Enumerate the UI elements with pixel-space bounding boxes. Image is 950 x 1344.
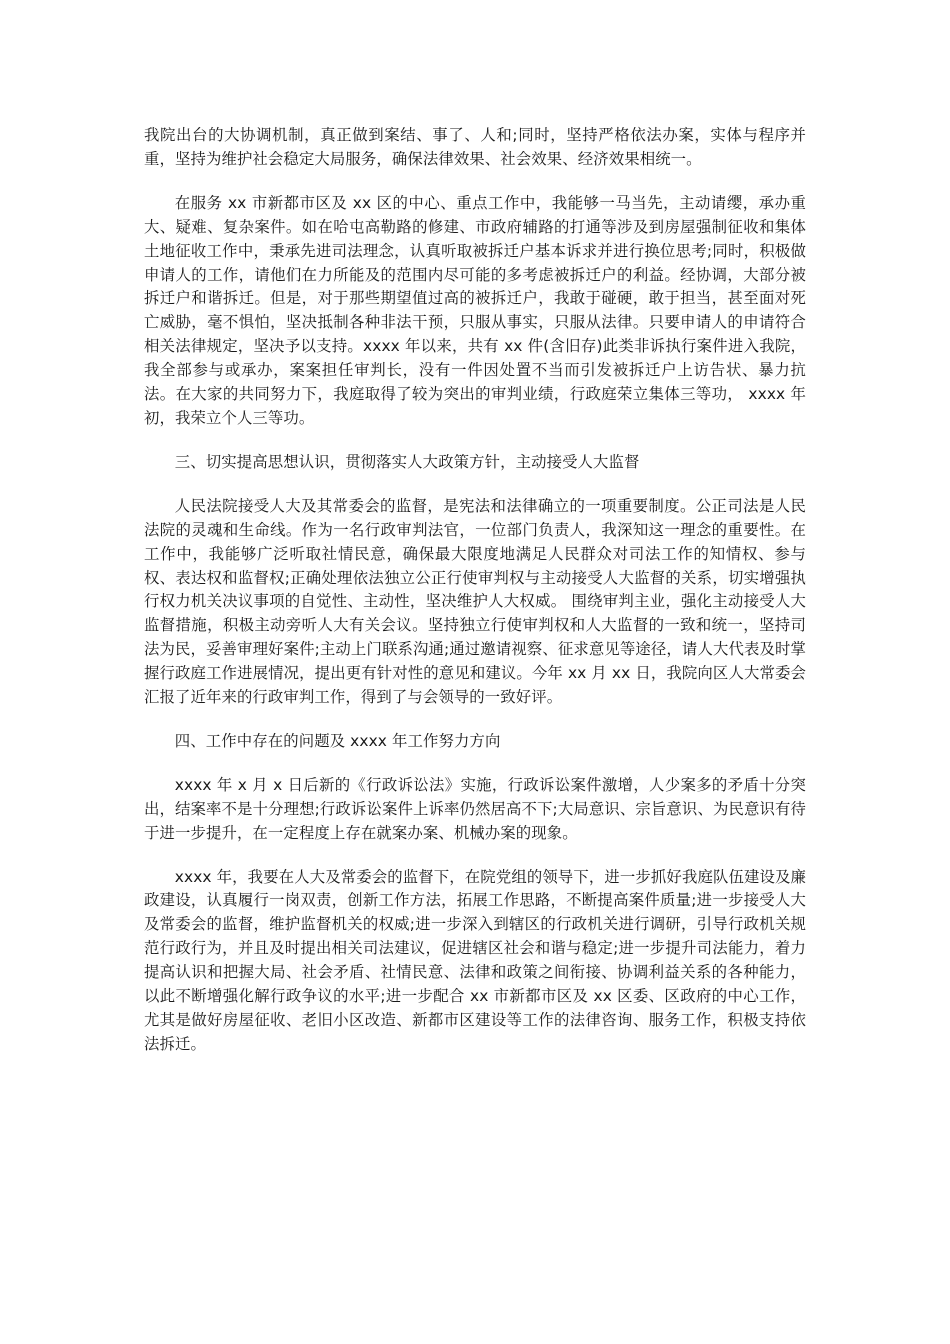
- paragraph-service-work: 在服务 xx 市新都市区及 xx 区的中心、重点工作中，我能够一马当先，主动请缨，承办重大、疑难、复杂案件。如在哈屯高勒路的修建、市政府辅路的打通等涉及到房屋强制征收和集体土地征收工作中，秉承先进司法理念，认真听取被拆迁户基本诉求并进行换位思考;同时，积极做申请人的工作，请他们在力所能及的范围内尽可能的多考虑被拆迁户的利益。经协调，大部分被拆迁户和谐拆迁。但是，对于那些期望值过高的被拆迁户，我敢于碰硬，敢于担当，甚至面对死亡威胁，毫不惧怕，坚决抵制各种非法干预，只服从事实，只服从法律。只要申请人的申请符合相关法律规定，坚决予以支持。xxxx 年以来，共有 xx 件(含旧存)此类非诉执行案件进入我院，我全部参与或承办，案案担任审判长，没有一件因处置不当而引发被拆迁户上访告状、暴力抗法。在大家的共同努力下，我庭取得了较为突出的审判业绩，行政庭荣立集体三等功， xxxx 年初，我荣立个人三等功。: [144, 193, 806, 427]
- section-heading-3: 三、切实提高思想认识，贯彻落实人大政策方针，主动接受人大监督: [174, 452, 640, 471]
- paragraph-plans: xxxx 年，我要在人大及常委会的监督下，在院党组的领导下，进一步抓好我庭队伍建设及廉政建设，认真履行一岗双责，创新工作方法，拓展工作思路，不断提高案件质量;进一步接受人大及常委会的监督，维护监督机关的权威;进一步深入到辖区的行政机关进行调研，引导行政机关规范行政行为，并且及时提出相关司法建议，促进辖区社会和谐与稳定;进一步提升司法能力，着力提高认识和把握大局、社会矛盾、社情民意、法律和政策之间衔接、协调利益关系的各种能力，以此不断增强化解行政争议的水平;进一步配合 xx 市新都市区及 xx 区委、区政府的中心工作，尤其是做好房屋征收、老旧小区改造、新都市区建设等工作的法律咨询、服务工作，积极支持依法拆迁。: [144, 867, 806, 1053]
- section-heading-4: 四、工作中存在的问题及 xxxx 年工作努力方向: [174, 731, 501, 750]
- paragraph-problems: xxxx 年 x 月 x 日后新的《行政诉讼法》实施，行政诉讼案件激增，人少案多的矛盾十分突出，结案率不是十分理想;行政诉讼案件上诉率仍然居高不下;大局意识、宗旨意识、为民意识有待于进一步提升，在一定程度上存在就案办案、机械办案的现象。: [144, 775, 806, 842]
- paragraph-supervision: 人民法院接受人大及其常委会的监督，是宪法和法律确立的一项重要制度。公正司法是人民法院的灵魂和生命线。作为一名行政审判法官，一位部门负责人，我深知这一理念的重要性。在工作中，我能够广泛听取社情民意，确保最大限度地满足人民群众对司法工作的知情权、参与权、表达权和监督权;正确处理依法独立公正行使审判权与主动接受人大监督的关系，切实增强执行权力机关决议事项的自觉性、主动性，坚决维护人大权威。 围绕审判主业，强化主动接受人大监督措施，积极主动旁听人大有关会议。坚持独立行使审判权和人大监督的一致和统一，坚持司法为民，妥善审理好案件;主动上门联系沟通;通过邀请视察、征求意见等途径，请人大代表及时掌握行政庭工作进展情况，提出更有针对性的意见和建议。今年 xx 月 xx 日，我院向区人大常委会汇报了近年来的行政审判工作，得到了与会领导的一致好评。: [144, 496, 806, 707]
- paragraph-continuation: 我院出台的大协调机制，真正做到案结、事了、人和;同时，坚持严格依法办案，实体与程序并重，坚持为维护社会稳定大局服务，确保法律效果、社会效果、经济效果相统一。: [144, 126, 806, 168]
- document-page: [144, 124, 806, 1077]
